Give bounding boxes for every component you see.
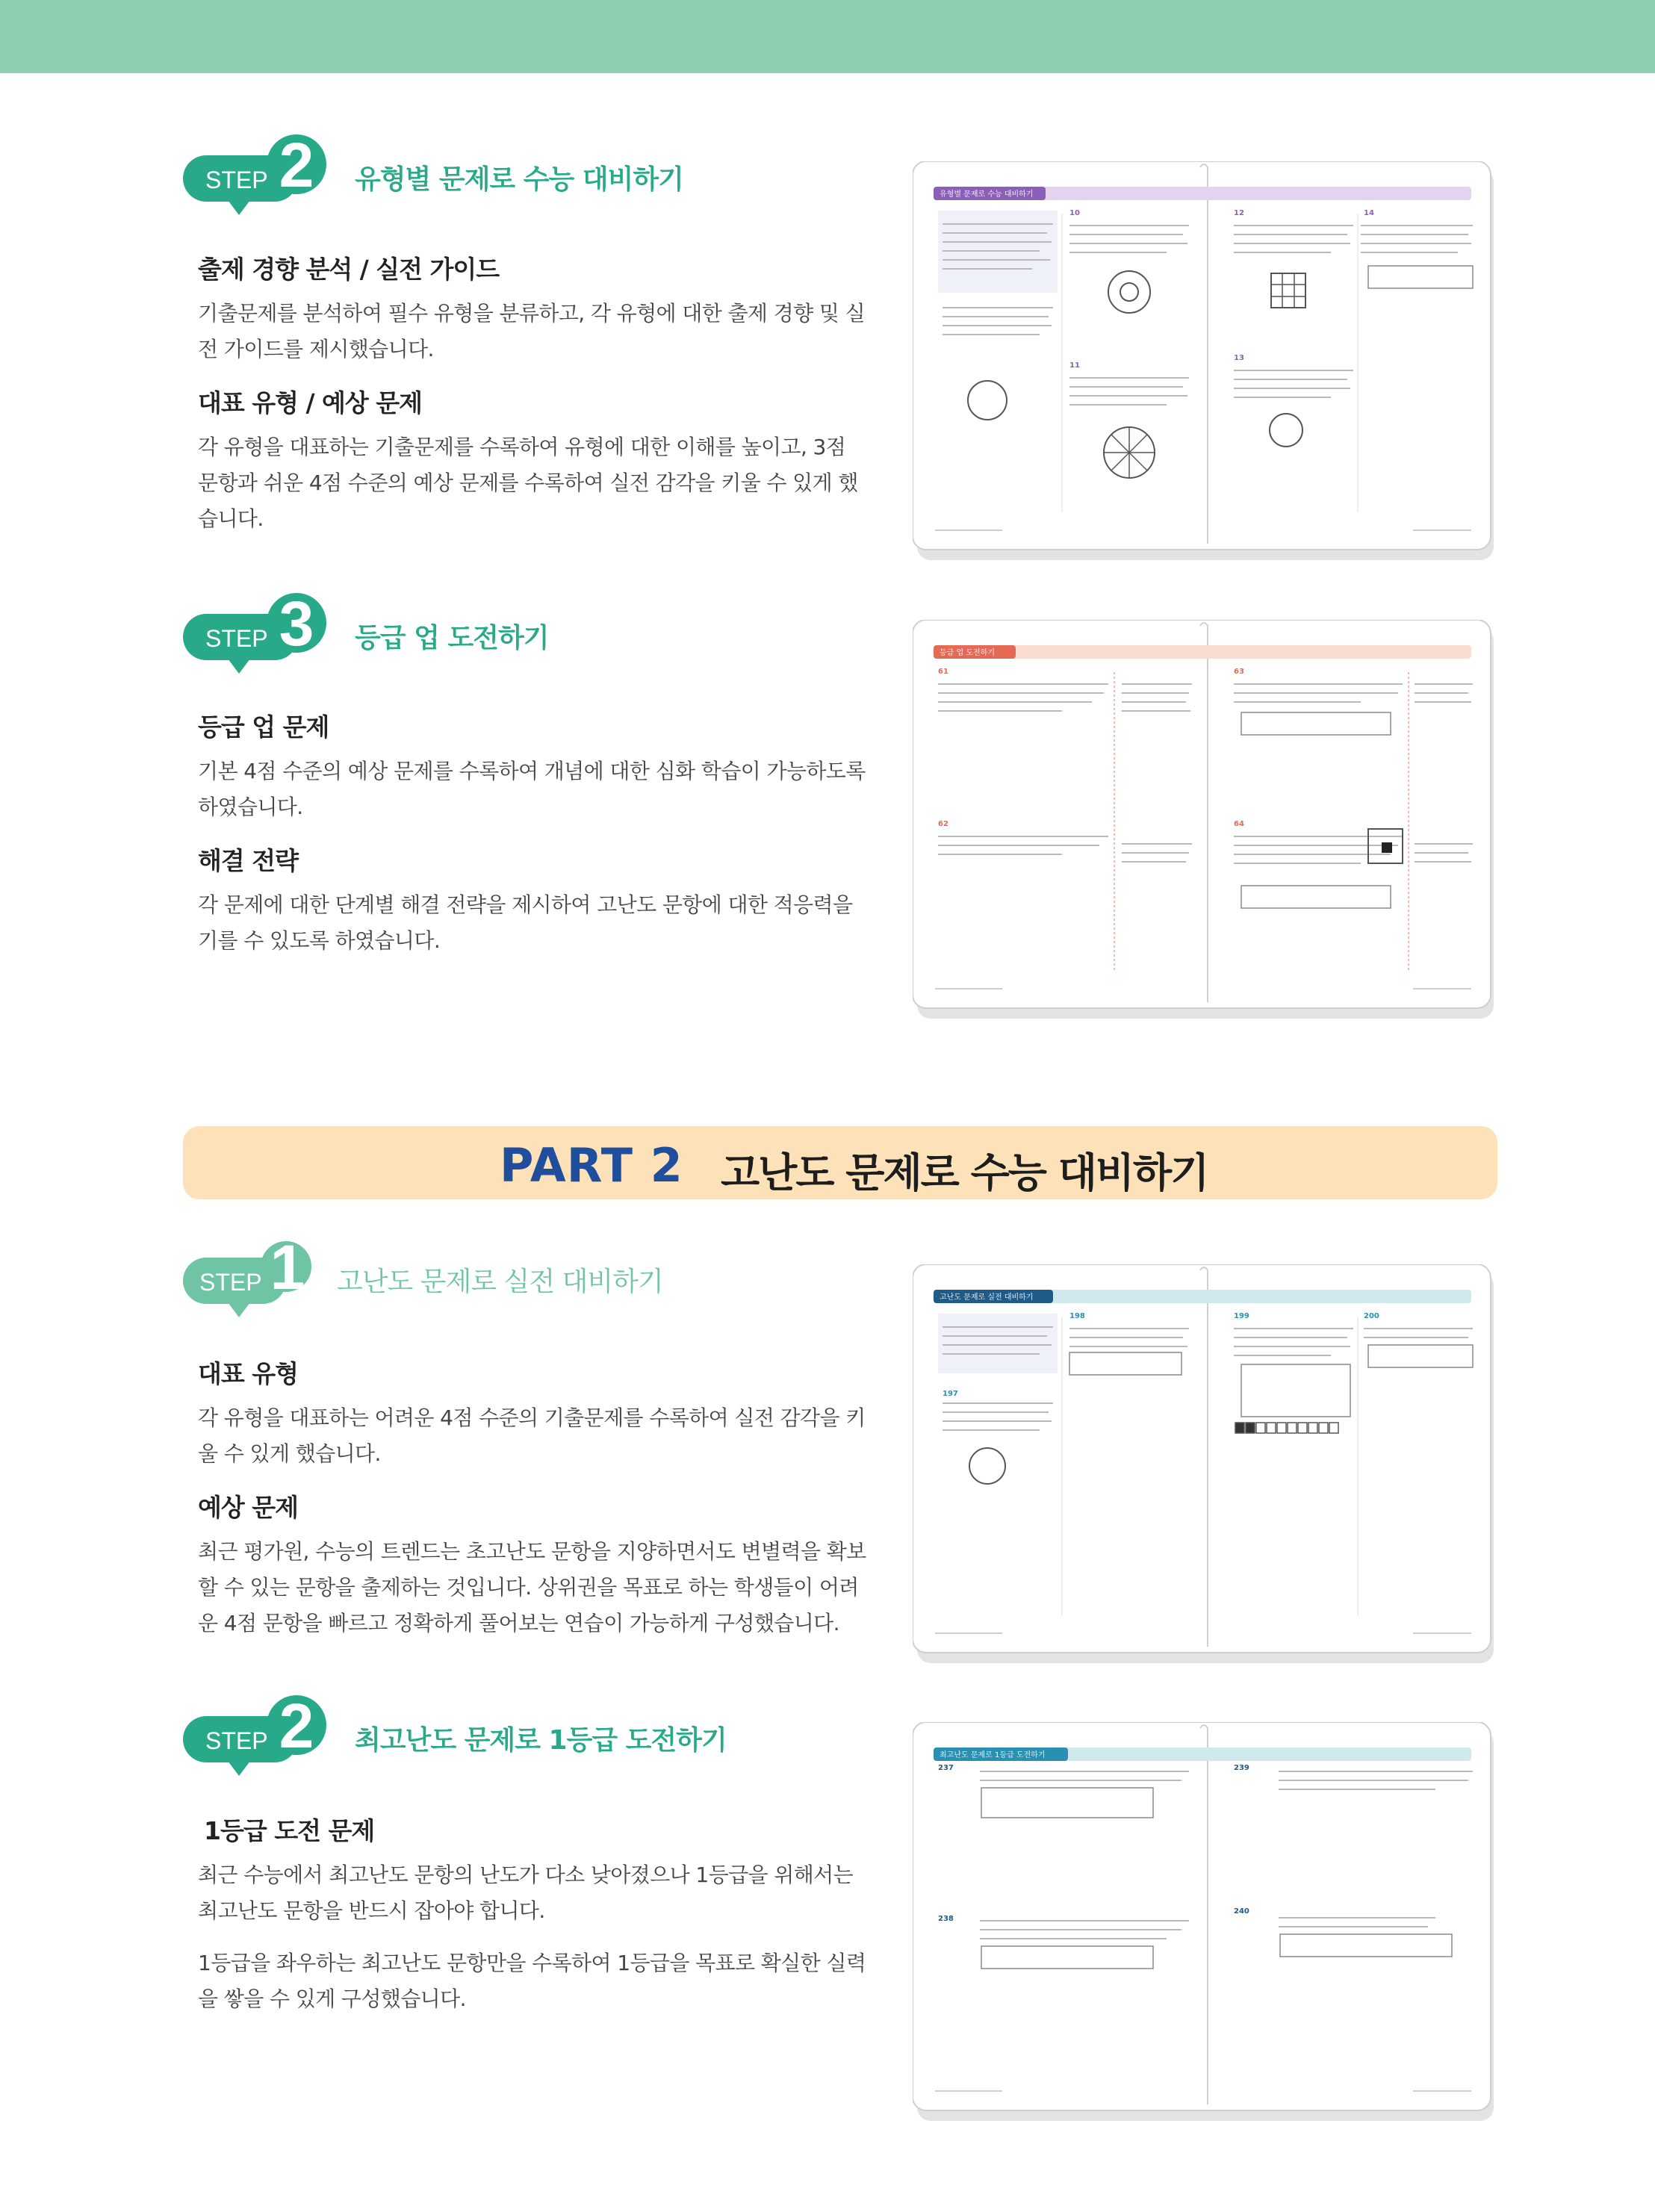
spread-header: 최고난도 문제로 1등급 도전하기	[940, 1751, 1046, 1759]
step-content-p2-s1	[198, 1355, 870, 1641]
section-heading: 대표 유형 / 예상 문제	[198, 388, 423, 417]
section-body: 각 문제에 대한 단계별 해결 전략을 제시하여 고난도 문항에 대한 적응력을 기를 수 있도록 하였습니다.	[198, 892, 853, 953]
book-spread-image	[913, 1722, 1497, 2125]
problem-number: 10	[1069, 209, 1080, 217]
step-content-p1-s3	[198, 708, 870, 959]
section-body: 최근 평가원, 수능의 트렌드는 초고난도 문항을 지양하면서도 변별력을 확보할 수 있는 문항을 출제하는 것입니다. 상위권을 목표로 하는 학생들이 어려운 4점 문항을 빠르고 정확하게 풀어보는 연습이 가능하게 구성했습니다.	[198, 1539, 866, 1635]
spread-header: 유형별 문제로 수능 대비하기	[940, 190, 1034, 199]
problem-number: 13	[1234, 354, 1244, 362]
step-badge-word: STEP	[205, 167, 268, 193]
section-body: 최근 수능에서 최고난도 문항의 난도가 다소 낮아졌으나 1등급을 위해서는 최고난도 문항을 반드시 잡아야 합니다.	[198, 1863, 854, 1923]
step-title: 고난도 문제로 실전 대비하기	[337, 1267, 663, 1297]
section-heading: 해결 전략	[198, 846, 299, 875]
book-spread-preview	[913, 620, 1497, 1023]
problem-number: 200	[1364, 1312, 1379, 1320]
step-badge-word: STEP	[205, 625, 268, 652]
problem-number: 62	[938, 820, 948, 828]
step-title: 등급 업 도전하기	[355, 623, 549, 653]
top-color-band	[0, 0, 1655, 73]
section-heading: 1등급 도전 문제	[204, 1816, 375, 1845]
problem-number: 11	[1069, 361, 1080, 370]
book-spread-preview	[913, 161, 1497, 565]
problem-number: 197	[943, 1390, 958, 1398]
problem-number: 238	[938, 1915, 954, 1923]
book-spread-preview	[913, 1722, 1497, 2125]
step-badge-number: 3	[279, 588, 314, 659]
step-content-p2-s2	[198, 1812, 870, 2017]
step-badge-word: STEP	[205, 1727, 268, 1754]
step-badge-word: STEP	[199, 1269, 262, 1296]
spread-header: 고난도 문제로 실전 대비하기	[940, 1293, 1034, 1302]
problem-number: 14	[1364, 209, 1374, 217]
problem-number: 239	[1234, 1764, 1249, 1772]
step-title: 최고난도 문제로 1등급 도전하기	[355, 1725, 727, 1756]
step-badge	[183, 127, 337, 217]
book-spread-preview	[913, 1264, 1497, 1668]
section-body: 각 유형을 대표하는 어려운 4점 수준의 기출문제를 수록하여 실전 감각을 키울 수 있게 했습니다.	[198, 1405, 866, 1466]
problem-number: 61	[938, 668, 948, 676]
spread-header: 등급 업 도전하기	[940, 649, 995, 657]
section-body: 기출문제를 분석하여 필수 유형을 분류하고, 각 유형에 대한 출제 경향 및 실전 가이드를 제시했습니다.	[198, 301, 866, 361]
problem-number: 198	[1069, 1312, 1085, 1320]
step-badge	[183, 1688, 337, 1777]
step-badge-number: 2	[279, 1691, 314, 1761]
book-spread-image	[913, 620, 1497, 1023]
problem-number: 199	[1234, 1312, 1249, 1320]
section-heading: 대표 유형	[198, 1359, 299, 1388]
step-badge	[183, 1229, 337, 1319]
problem-number: 237	[938, 1764, 954, 1772]
problem-number: 12	[1234, 209, 1244, 217]
step-badge-number: 1	[270, 1232, 305, 1302]
section-heading: 출제 경향 분석 / 실전 가이드	[198, 255, 500, 284]
step-badge	[183, 585, 337, 675]
problem-number: 63	[1234, 668, 1244, 676]
section-heading: 등급 업 문제	[198, 712, 329, 742]
part-title: 고난도 문제로 수능 대비하기	[721, 1149, 1208, 1196]
section-heading: 예상 문제	[198, 1493, 299, 1522]
book-spread-image	[913, 1264, 1497, 1668]
step-badge-number: 2	[279, 130, 314, 200]
section-body: 각 유형을 대표하는 기출문제를 수록하여 유형에 대한 이해를 높이고, 3점 문항과 쉬운 4점 수준의 예상 문제를 수록하여 실전 감각을 키울 수 있게 했습니다.	[198, 435, 858, 531]
part-label: PART 2	[500, 1138, 683, 1193]
section-body: 기본 4점 수준의 예상 문제를 수록하여 개념에 대한 심화 학습이 가능하도록 하였습니다.	[198, 759, 866, 819]
part-banner	[183, 1126, 1497, 1199]
problem-number: 64	[1234, 820, 1244, 828]
book-spread-image	[913, 161, 1497, 565]
step-content-p1-s2	[198, 250, 870, 537]
section-body: 1등급을 좌우하는 최고난도 문항만을 수록하여 1등급을 목표로 확실한 실력을 쌓을 수 있게 구성했습니다.	[198, 1951, 866, 2011]
problem-number: 240	[1234, 1907, 1249, 1916]
step-title: 유형별 문제로 수능 대비하기	[355, 164, 683, 195]
